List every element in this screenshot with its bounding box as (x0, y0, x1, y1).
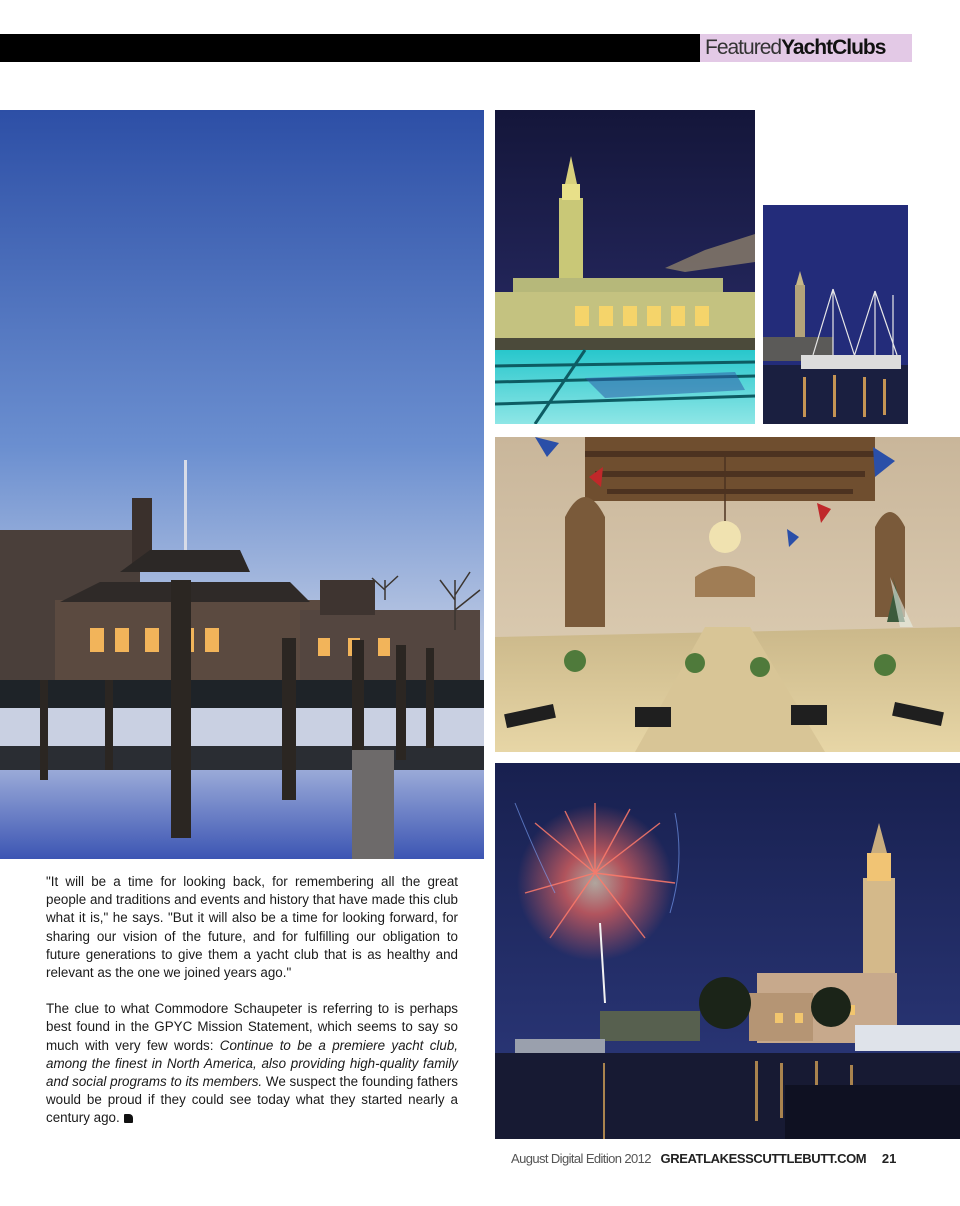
section-tag-light: Featured (705, 36, 782, 59)
footer-site: GREATLAKESSCUTTLEBUTT.COM (660, 1151, 867, 1166)
page-number: 21 (881, 1151, 897, 1166)
photo-marina-night (763, 205, 908, 424)
quote-paragraph: "It will be a time for looking back, for remembering all the great people and traditions and events and history that have made this club what it is," he says. "But it will also be a time for looking forward, for sharing our vision of the future, and for fulfilling our obligation to future generations to give them a yacht club that is as healthy and relevant as the one we joined years ago." (46, 874, 458, 981)
mission-lead: The clue to what Commodore Schaupeter is referring to is perhaps best found in the GPYC Mission Statement, which seems to say so much with very few words: (46, 1001, 458, 1053)
section-tag (700, 34, 912, 62)
article-body (46, 873, 458, 1146)
photo-tower-pool (495, 110, 755, 424)
end-of-article-icon (124, 1114, 133, 1123)
mission-paragraph (46, 1000, 458, 1127)
header-bar (0, 34, 700, 62)
photo-fireworks-clubhouse (495, 763, 960, 1139)
photo-clubhouse-dock (0, 110, 484, 859)
photo-ballroom-banquet (495, 437, 960, 752)
section-tag-bold: YachtClubs (781, 36, 886, 59)
page-footer (511, 1150, 916, 1170)
mission-statement: Continue to be a premiere yacht club, among the finest in North America, also providing high-quality family and social programs to its members. (46, 1037, 458, 1090)
mission-close: We suspect the founding fathers would be proud if they could see today what they started nearly a century ago. (46, 1074, 458, 1126)
footer-edition: August Digital Edition 2012 (511, 1151, 651, 1166)
